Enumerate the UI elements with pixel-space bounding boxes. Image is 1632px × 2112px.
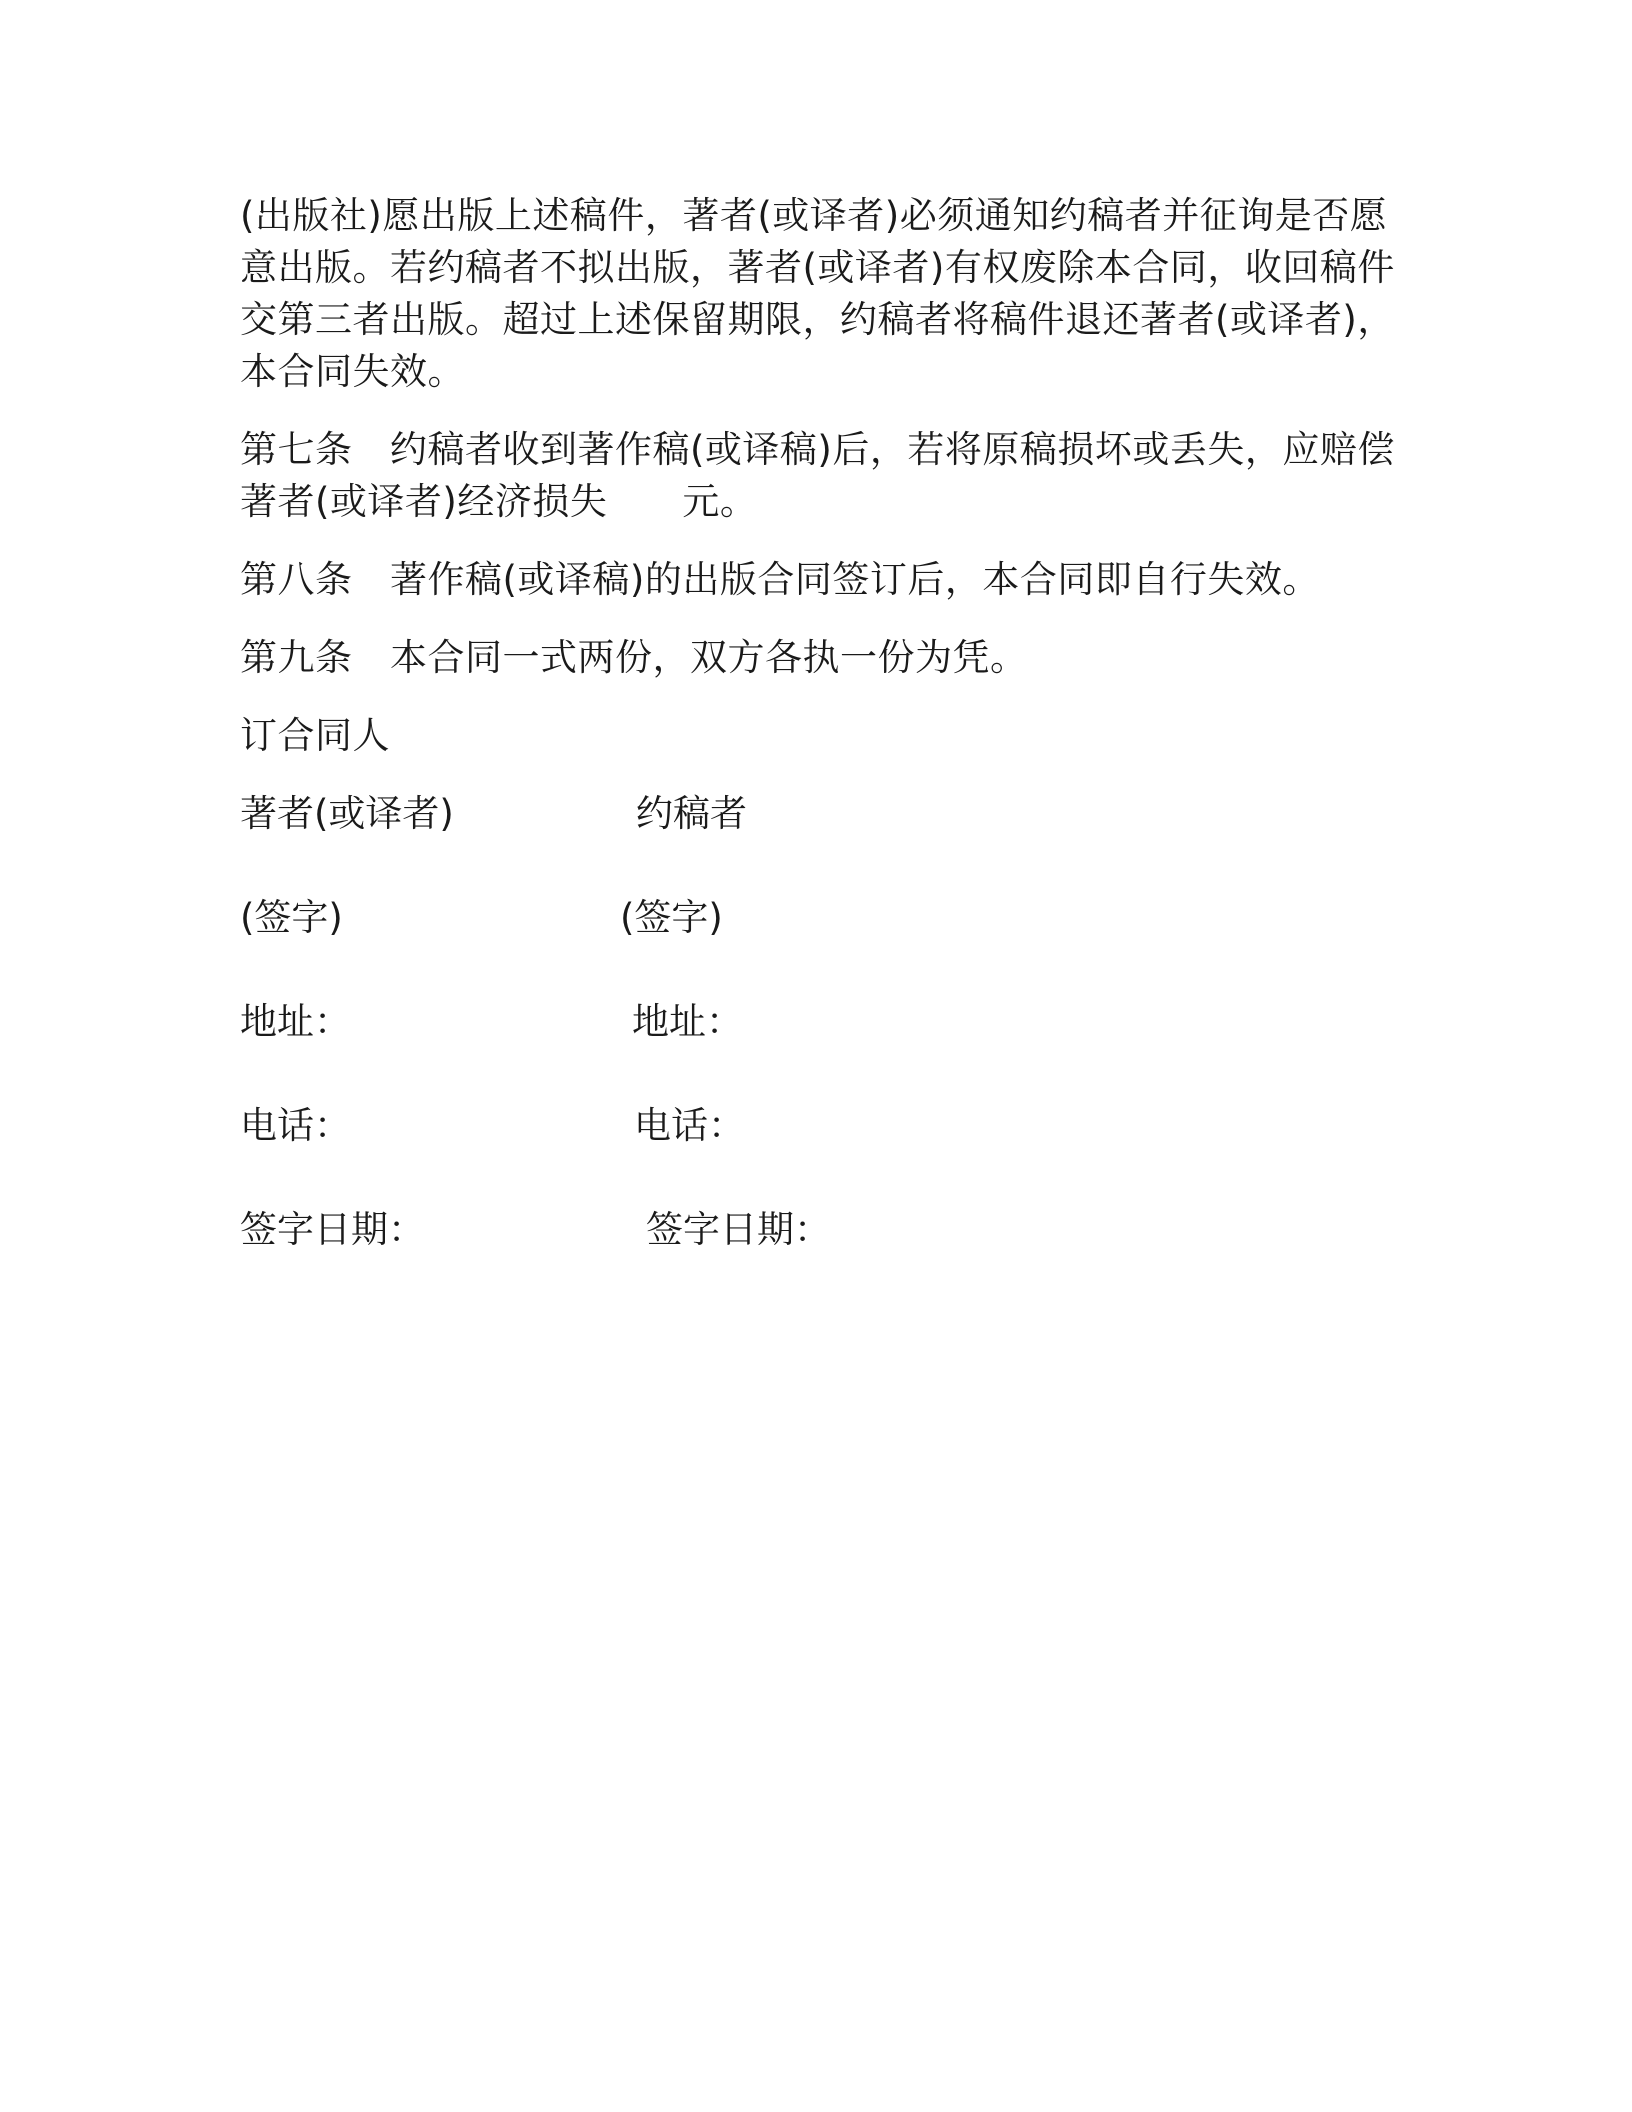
solicitor-label: 约稿者 xyxy=(636,792,747,835)
paragraph-publisher-clause xyxy=(240,190,1420,398)
text-line: 本合同失效。 xyxy=(240,350,465,393)
solicitor-phone-label: 电话： xyxy=(634,1104,745,1147)
solicitor-signature-label: (签字) xyxy=(620,896,723,939)
paragraph-article-7 xyxy=(240,424,1420,528)
paragraph-article-9 xyxy=(240,632,1420,684)
text-line: (出版社)愿出版上述稿件，著者(或译者)必须通知约稿者并征询是否愿 xyxy=(240,194,1388,237)
text-line: 著者(或译者)经济损失 元。 xyxy=(240,480,758,523)
author-label: 著者(或译者) xyxy=(240,792,454,835)
text-line: 交第三者出版。超过上述保留期限，约稿者将稿件退还著者(或译者)， xyxy=(240,298,1395,341)
author-phone-label: 电话： xyxy=(240,1104,351,1147)
text-line: 第九条 本合同一式两份，双方各执一份为凭。 xyxy=(240,636,1028,679)
text-line: 意出版。若约稿者不拟出版，著者(或译者)有权废除本合同，收回稿件 xyxy=(240,246,1395,289)
solicitor-date-label: 签字日期： xyxy=(646,1208,831,1251)
signature-row-sign xyxy=(240,892,1420,944)
author-address-label: 地址： xyxy=(240,1000,351,1043)
text-line: 第八条 著作稿(或译稿)的出版合同签订后，本合同即自行失效。 xyxy=(240,558,1320,601)
author-signature-label: (签字) xyxy=(240,896,343,939)
signature-row-address xyxy=(240,996,1420,1048)
contract-page xyxy=(240,190,1420,1308)
author-date-label: 签字日期： xyxy=(240,1208,425,1251)
signature-row-phone xyxy=(240,1100,1420,1152)
paragraph-article-8 xyxy=(240,554,1420,606)
solicitor-address-label: 地址： xyxy=(632,1000,743,1043)
signers-heading-text: 订合同人 xyxy=(240,714,390,757)
signature-row-date xyxy=(240,1204,1420,1256)
signature-row-parties xyxy=(240,788,1420,840)
signers-heading xyxy=(240,710,1420,762)
text-line: 第七条 约稿者收到著作稿(或译稿)后，若将原稿损坏或丢失，应赔偿 xyxy=(240,428,1395,471)
